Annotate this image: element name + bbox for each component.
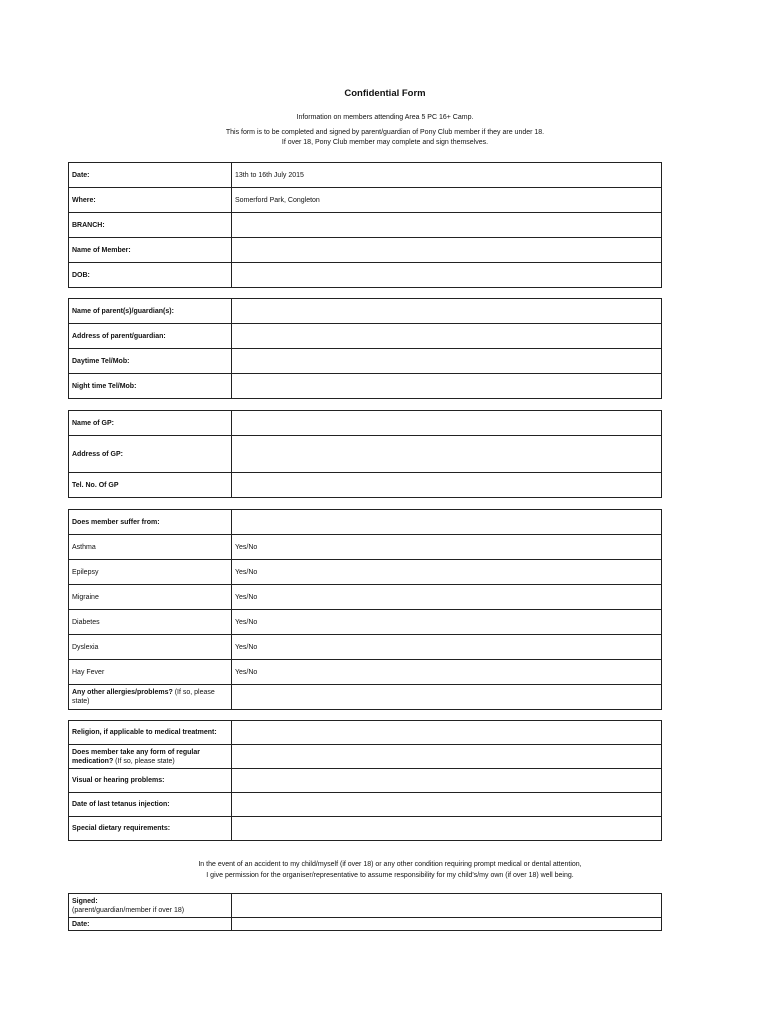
branch-field[interactable] xyxy=(232,213,662,238)
dob-label: DOB: xyxy=(69,263,232,288)
condition-migraine-value[interactable]: Yes/No xyxy=(232,585,662,610)
condition-diabetes-value[interactable]: Yes/No xyxy=(232,610,662,635)
condition-row xyxy=(69,560,662,585)
condition-row xyxy=(69,585,662,610)
branch-label: BRANCH: xyxy=(69,213,232,238)
condition-asthma-value[interactable]: Yes/No xyxy=(232,535,662,560)
other-allergies-label-text: Any other allergies/problems? xyxy=(72,689,173,696)
parent-address-label: Address of parent/guardian: xyxy=(69,324,232,349)
signature-date-field[interactable] xyxy=(232,918,662,931)
conditions-heading-field xyxy=(232,510,662,535)
parent-name-label: Name of parent(s)/guardian(s): xyxy=(69,299,232,324)
medication-label xyxy=(69,745,232,769)
instructions-line-2: If over 18, Pony Club member may complete and sign themselves. xyxy=(281,139,489,146)
daytime-tel-field[interactable] xyxy=(232,349,662,374)
condition-hay-fever-value[interactable]: Yes/No xyxy=(232,660,662,685)
condition-hay-fever-label: Hay Fever xyxy=(69,660,232,685)
condition-epilepsy-value[interactable]: Yes/No xyxy=(232,560,662,585)
religion-label: Religion, if applicable to medical treatment: xyxy=(69,721,232,745)
night-tel-label: Night time Tel/Mob: xyxy=(69,374,232,399)
signature-table xyxy=(68,893,662,931)
gp-name-field[interactable] xyxy=(232,411,662,436)
where-label: Where: xyxy=(69,188,232,213)
gp-tel-field[interactable] xyxy=(232,473,662,498)
gp-address-label: Address of GP: xyxy=(69,436,232,473)
signature-field[interactable] xyxy=(232,894,662,918)
signed-label-text: Signed: xyxy=(72,897,98,905)
tetanus-field[interactable] xyxy=(232,793,662,817)
form-instructions xyxy=(0,128,770,148)
parent-address-field[interactable] xyxy=(232,324,662,349)
condition-diabetes-label: Diabetes xyxy=(69,610,232,635)
daytime-tel-label: Daytime Tel/Mob: xyxy=(69,349,232,374)
condition-epilepsy-label: Epilepsy xyxy=(69,560,232,585)
instructions-line-1: This form is to be completed and signed by parent/guardian of Pony Club member if they are under 18. xyxy=(225,129,545,136)
conditions-table xyxy=(68,509,662,710)
condition-row xyxy=(69,610,662,635)
date-value[interactable]: 13th to 16th July 2015 xyxy=(232,163,662,188)
religion-field[interactable] xyxy=(232,721,662,745)
condition-row xyxy=(69,535,662,560)
member-name-label: Name of Member: xyxy=(69,238,232,263)
medical-details-table xyxy=(68,720,662,841)
other-allergies-field[interactable] xyxy=(232,685,662,710)
other-allergies-note: (If so, please state) xyxy=(72,689,215,705)
gp-address-field[interactable] xyxy=(232,436,662,473)
form-title: Confidential Form xyxy=(344,88,426,99)
form-subtitle: Information on members attending Area 5 PC 16+ Camp. xyxy=(296,114,474,121)
member-name-field[interactable] xyxy=(232,238,662,263)
dietary-label: Special dietary requirements: xyxy=(69,817,232,841)
date-label: Date: xyxy=(69,163,232,188)
gp-details-table xyxy=(68,410,662,498)
dietary-field[interactable] xyxy=(232,817,662,841)
where-value[interactable]: Somerford Park, Congleton xyxy=(232,188,662,213)
parent-name-field[interactable] xyxy=(232,299,662,324)
consent-line-2: I give permission for the organiser/representative to assume responsibility for my child's/my own (if over 18) well being. xyxy=(206,872,574,879)
condition-dyslexia-value[interactable]: Yes/No xyxy=(232,635,662,660)
consent-line-1: In the event of an accident to my child/myself (if over 18) or any other condition requiring prompt medical or dental attention, xyxy=(198,861,582,868)
gp-tel-label: Tel. No. Of GP xyxy=(69,473,232,498)
event-details-table xyxy=(68,162,662,288)
tetanus-label: Date of last tetanus injection: xyxy=(69,793,232,817)
signature-date-label: Date: xyxy=(69,918,232,931)
parent-details-table xyxy=(68,298,662,399)
medication-field[interactable] xyxy=(232,745,662,769)
condition-asthma-label: Asthma xyxy=(69,535,232,560)
signed-label xyxy=(69,894,232,918)
other-allergies-label xyxy=(69,685,232,710)
visual-field[interactable] xyxy=(232,769,662,793)
condition-migraine-label: Migraine xyxy=(69,585,232,610)
medication-note: (If so, please state) xyxy=(113,757,175,765)
signed-note: (parent/guardian/member if over 18) xyxy=(72,906,185,914)
night-tel-field[interactable] xyxy=(232,374,662,399)
medication-label-text: Does member take any form of regular medication? xyxy=(72,748,200,765)
consent-statement xyxy=(0,859,755,881)
visual-label: Visual or hearing problems: xyxy=(69,769,232,793)
conditions-heading: Does member suffer from: xyxy=(69,510,232,535)
condition-row xyxy=(69,635,662,660)
gp-name-label: Name of GP: xyxy=(69,411,232,436)
condition-row xyxy=(69,660,662,685)
dob-field[interactable] xyxy=(232,263,662,288)
condition-dyslexia-label: Dyslexia xyxy=(69,635,232,660)
